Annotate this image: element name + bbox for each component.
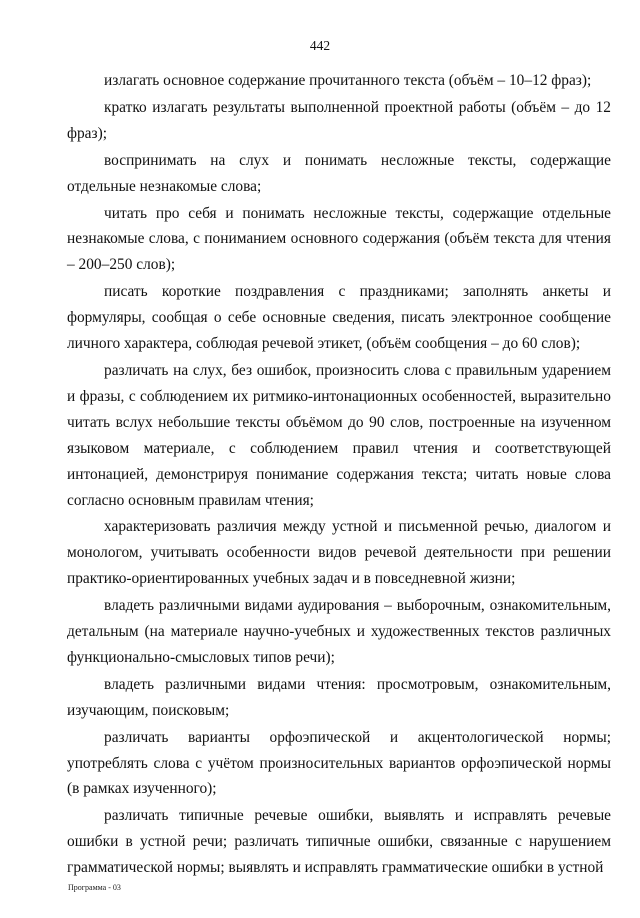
body-text (67, 68, 611, 881)
page-footer: Программа - 03 (68, 883, 121, 892)
paragraph: писать короткие поздравления с праздниками; заполнять анкеты и формуляры, сообщая о себе основные сведения, писать электронное сообщение личного характера, соблюдая речевой этикет, (объём сообщения – до 60 слов); (67, 283, 611, 353)
paragraph: воспринимать на слух и понимать несложные тексты, содержащие отдельные незнакомые слова; (67, 151, 611, 195)
paragraph: владеть различными видами чтения: просмотровым, ознакомительным, изучающим, поисковым; (67, 675, 611, 719)
paragraph: читать про себя и понимать несложные тексты, содержащие отдельные незнакомые слова, с пониманием основного содержания (объём текста для чтения – 200–250 слов); (67, 204, 611, 274)
paragraph: владеть различными видами аудирования – выборочным, ознакомительным, детальным (на материале научно-учебных и художественных текстов различных функционально-смысловых типов речи); (67, 597, 611, 666)
paragraph: излагать основное содержание прочитанного текста (объём – 10–12 фраз); (104, 72, 592, 89)
paragraph: различать на слух, без ошибок, произносить слова с правильным ударением и фразы, с соблюдением их ритмико-интонационных особенностей, выразительно читать вслух небольшие тексты объёмом до 90 слов, построенные на изученном языковом материале, с соблюдением правил чтения и соответствующей интонацией, демонстрируя понимание содержания текста; читать новые слова согласно основным правилам чтения; (67, 361, 611, 509)
paragraph: кратко излагать результаты выполненной проектной работы (объём – до 12 фраз); (67, 98, 611, 142)
paragraph: различать варианты орфоэпической и акцентологической нормы; употреблять слова с учётом произносительных вариантов орфоэпической нормы (в рамках изученного); (67, 728, 611, 798)
paragraph: различать типичные речевые ошибки, выявлять и исправлять речевые ошибки в устной речи; различать типичные ошибки, связанные с нарушением грамматической нормы; выявлять и исправлять грамматические ошибки в устной (67, 807, 611, 877)
page-number: 442 (309, 38, 331, 53)
paragraph: характеризовать различия между устной и письменной речью, диалогом и монологом, учитывать особенности видов речевой деятельности при решении практико-ориентированных учебных задач и в повседневной жизни; (67, 518, 611, 588)
